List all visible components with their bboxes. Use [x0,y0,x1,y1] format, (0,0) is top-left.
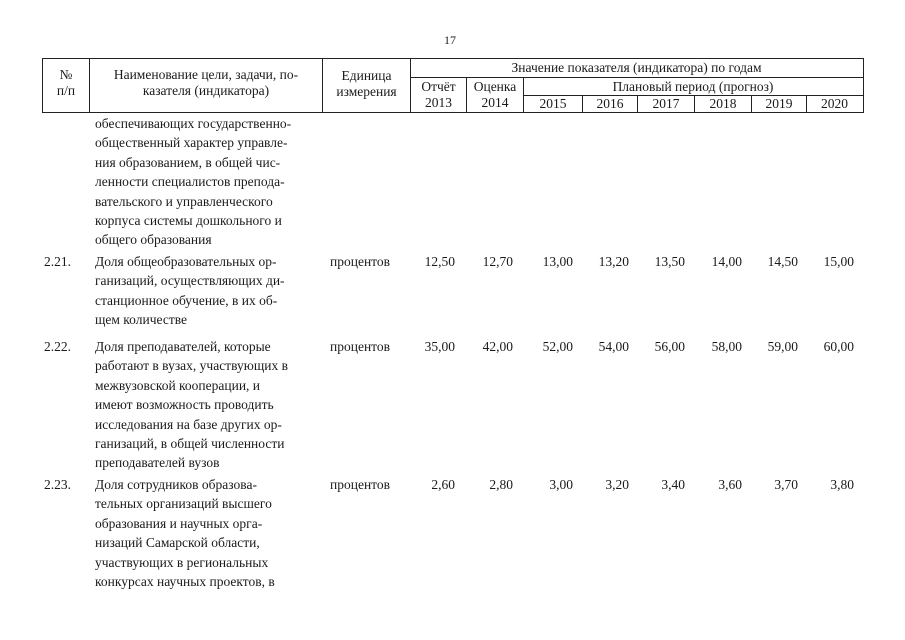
page-number: 17 [444,33,456,47]
header-year: 2018 [709,96,737,111]
row-number: 2.21. [44,254,71,269]
header-name-label: Наименование цели, задачи, по- казателя (индикатора) [113,67,299,98]
header-year: 2016 [596,96,624,111]
value-2020: 60,00 [823,339,854,354]
value-2015: 52,00 [542,339,573,354]
header-mid-rule [410,77,863,78]
value-2014: 12,70 [482,254,513,269]
header-num-label: № п/п [56,67,76,98]
row-unit: процентов [330,254,391,269]
header-bottom-rule [42,112,863,113]
value-2016: 13,20 [598,254,629,269]
header-values-title: Значение показателя (индикатора) по годам [511,60,762,75]
value-2016: 54,00 [598,339,629,354]
value-2017: 3,40 [661,477,685,492]
header-unit-label: Единица измерения [336,68,397,99]
value-2017: 56,00 [654,339,685,354]
value-2013: 12,50 [424,254,455,269]
header-estimate: Оценка 2014 [473,79,517,110]
header-year: 2020 [821,96,848,111]
row-number: 2.22. [44,339,71,354]
value-2013: 2,60 [431,477,455,492]
value-2020: 15,00 [823,254,854,269]
value-2014: 2,80 [489,477,513,492]
header-year: 2017 [652,96,680,111]
value-2018: 58,00 [711,339,742,354]
header-top-rule [42,58,863,59]
value-2017: 13,50 [654,254,685,269]
continued-description: обеспечивающих государственно- общественный характер управле- ния образованием, в общей чис- ленности специалистов препода- вательского и управленческого корпуса системы дошкольного и общего образования [95,116,292,248]
row-unit: процентов [330,477,391,492]
value-2019: 59,00 [767,339,798,354]
row-unit: процентов [330,339,391,354]
value-2020: 3,80 [830,477,854,492]
value-2018: 14,00 [711,254,742,269]
header-vrule [863,58,864,113]
header-plan-title: Плановый период (прогноз) [612,79,774,94]
row-description: Доля преподавателей, которые работают в вузах, участвующих в межвузовской кооперации, и имеют возможность проводить исследования на базе других ор- ганизаций, в общей численности преподавателей вузов [95,339,288,471]
value-2019: 14,50 [767,254,798,269]
header-year: 2015 [539,96,567,111]
value-2016: 3,20 [605,477,629,492]
header-year: 2019 [765,96,793,111]
value-2019: 3,70 [774,477,798,492]
value-2014: 42,00 [482,339,513,354]
header-report: Отчёт 2013 [421,79,456,110]
value-2015: 3,00 [549,477,573,492]
value-2013: 35,00 [424,339,455,354]
row-description: Доля общеобразовательных ор- ганизаций, осуществляющих ди- станционное обучение, в их об- щем количестве [95,254,285,328]
row-description: Доля сотрудников образова- тельных организаций высшего образования и научных орга- низаций Самарской области, участвующих в региональных конкурсах научных проектов, в [95,477,275,590]
value-2015: 13,00 [542,254,573,269]
value-2018: 3,60 [718,477,742,492]
row-number: 2.23. [44,477,71,492]
